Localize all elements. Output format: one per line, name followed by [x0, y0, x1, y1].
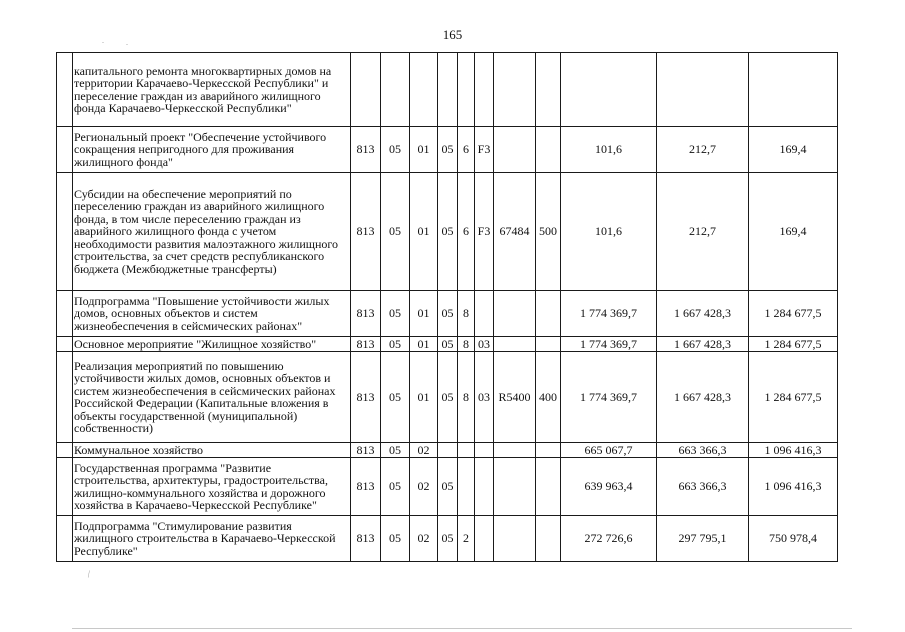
ministry-code: 813 [351, 291, 381, 337]
subsection-code: 01 [410, 173, 438, 291]
scan-edge-line [72, 628, 852, 629]
event-code: 03 [475, 337, 494, 352]
sum-year-1: 1 774 369,7 [561, 291, 657, 337]
sum-year-2: 1 667 428,3 [657, 352, 749, 443]
row-margin-cell [57, 291, 73, 337]
sum-year-2: 1 667 428,3 [657, 337, 749, 352]
row-name: Субсидии на обеспечение мероприятий по переселению граждан из аварийного жилищного фонда, в том числе переселению граждан из аварийного жилищного фонда с учетом необходимости развития малоэтажного жилищного строительства, за счет средств республиканского бюджета (Межбюджетные трансферты) [73, 173, 351, 291]
sum-year-2 [657, 53, 749, 127]
row-margin-cell [57, 443, 73, 458]
row-name: Подпрограмма "Повышение устойчивости жилых домов, основных объектов и систем жизнеобеспечения в сейсмических районах" [73, 291, 351, 337]
table-row [57, 443, 838, 458]
row-name: Государственная программа "Развитие строительства, архитектуры, градостроительства, жилищно-коммунального хозяйства и дорожного хозяйства в Карачаево-Черкесской Республике" [73, 458, 351, 516]
sum-year-3: 169,4 [749, 127, 838, 173]
program-code: 05 [438, 516, 458, 562]
subsection-code: 01 [410, 337, 438, 352]
sum-year-1: 101,6 [561, 127, 657, 173]
event-code: F3 [475, 127, 494, 173]
section-code: 05 [381, 337, 410, 352]
table-row [57, 352, 838, 443]
table-row [57, 516, 838, 562]
row-margin-cell [57, 53, 73, 127]
scan-mark: ⁄ [85, 569, 92, 579]
budget-table [56, 52, 838, 562]
subprogram-code: 8 [458, 337, 475, 352]
sum-year-3: 750 978,4 [749, 516, 838, 562]
subsection-code: 01 [410, 291, 438, 337]
ministry-code: 813 [351, 516, 381, 562]
subprogram-code [458, 53, 475, 127]
ministry-code: 813 [351, 127, 381, 173]
program-code: 05 [438, 352, 458, 443]
section-code: 05 [381, 458, 410, 516]
sum-year-1: 1 774 369,7 [561, 352, 657, 443]
row-margin-cell [57, 352, 73, 443]
direction-code [494, 53, 536, 127]
sum-year-2: 1 667 428,3 [657, 291, 749, 337]
subprogram-code: 8 [458, 291, 475, 337]
row-name: Подпрограмма "Стимулирование развития жилищного строительства в Карачаево-Черкесской Республике" [73, 516, 351, 562]
sum-year-3: 1 096 416,3 [749, 443, 838, 458]
ministry-code: 813 [351, 458, 381, 516]
row-margin-cell [57, 173, 73, 291]
event-code [475, 53, 494, 127]
expense-type-code: 500 [536, 173, 561, 291]
row-name: Основное мероприятие "Жилищное хозяйство" [73, 337, 351, 352]
table-row [57, 53, 838, 127]
direction-code: 67484 [494, 173, 536, 291]
program-code: 05 [438, 291, 458, 337]
event-code [475, 291, 494, 337]
sum-year-2: 663 366,3 [657, 443, 749, 458]
section-code [381, 53, 410, 127]
section-code: 05 [381, 443, 410, 458]
table-row [57, 173, 838, 291]
scan-speck: . [126, 38, 128, 47]
sum-year-2: 297 795,1 [657, 516, 749, 562]
ministry-code [351, 53, 381, 127]
section-code: 05 [381, 291, 410, 337]
section-code: 05 [381, 127, 410, 173]
direction-code: R5400 [494, 352, 536, 443]
program-code [438, 443, 458, 458]
table-row [57, 458, 838, 516]
ministry-code: 813 [351, 443, 381, 458]
event-code [475, 516, 494, 562]
sum-year-1: 639 963,4 [561, 458, 657, 516]
event-code: 03 [475, 352, 494, 443]
ministry-code: 813 [351, 337, 381, 352]
program-code [438, 53, 458, 127]
sum-year-1: 665 067,7 [561, 443, 657, 458]
sum-year-3: 1 096 416,3 [749, 458, 838, 516]
row-name: капитального ремонта многоквартирных домов на территории Карачаево-Черкесской Республики" и переселение граждан из аварийного жилищного фонда Карачаево-Черкесской Республики" [73, 53, 351, 127]
expense-type-code [536, 458, 561, 516]
direction-code [494, 337, 536, 352]
sum-year-1 [561, 53, 657, 127]
subprogram-code [458, 458, 475, 516]
expense-type-code: 400 [536, 352, 561, 443]
program-code: 05 [438, 337, 458, 352]
expense-type-code [536, 337, 561, 352]
table-row [57, 291, 838, 337]
event-code [475, 458, 494, 516]
expense-type-code [536, 443, 561, 458]
row-name: Коммунальное хозяйство [73, 443, 351, 458]
expense-type-code [536, 516, 561, 562]
sum-year-1: 272 726,6 [561, 516, 657, 562]
subsection-code [410, 53, 438, 127]
scan-speck: . [102, 36, 104, 45]
row-margin-cell [57, 127, 73, 173]
direction-code [494, 458, 536, 516]
subprogram-code: 8 [458, 352, 475, 443]
direction-code [494, 516, 536, 562]
sum-year-3: 1 284 677,5 [749, 352, 838, 443]
sum-year-2: 663 366,3 [657, 458, 749, 516]
table-row [57, 337, 838, 352]
sum-year-3: 169,4 [749, 173, 838, 291]
sum-year-1: 1 774 369,7 [561, 337, 657, 352]
row-name: Региональный проект "Обеспечение устойчивого сокращения непригодного для проживания жилищного фонда" [73, 127, 351, 173]
program-code: 05 [438, 173, 458, 291]
subprogram-code: 6 [458, 173, 475, 291]
event-code [475, 443, 494, 458]
subprogram-code: 6 [458, 127, 475, 173]
subsection-code: 02 [410, 516, 438, 562]
expense-type-code [536, 53, 561, 127]
subsection-code: 02 [410, 458, 438, 516]
expense-type-code [536, 291, 561, 337]
program-code: 05 [438, 127, 458, 173]
sum-year-3 [749, 53, 838, 127]
row-margin-cell [57, 458, 73, 516]
section-code: 05 [381, 173, 410, 291]
sum-year-3: 1 284 677,5 [749, 291, 838, 337]
row-name: Реализация мероприятий по повышению устойчивости жилых домов, основных объектов и систем жизнеобеспечения в сейсмических районах Российской Федерации (Капитальные вложения в объекты государственной (муниципальной) собственности) [73, 352, 351, 443]
subsection-code: 01 [410, 352, 438, 443]
row-margin-cell [57, 516, 73, 562]
event-code: F3 [475, 173, 494, 291]
direction-code [494, 443, 536, 458]
direction-code [494, 127, 536, 173]
sum-year-2: 212,7 [657, 127, 749, 173]
sum-year-1: 101,6 [561, 173, 657, 291]
ministry-code: 813 [351, 173, 381, 291]
subprogram-code [458, 443, 475, 458]
direction-code [494, 291, 536, 337]
section-code: 05 [381, 516, 410, 562]
subprogram-code: 2 [458, 516, 475, 562]
program-code: 05 [438, 458, 458, 516]
expense-type-code [536, 127, 561, 173]
sum-year-2: 212,7 [657, 173, 749, 291]
section-code: 05 [381, 352, 410, 443]
sum-year-3: 1 284 677,5 [749, 337, 838, 352]
ministry-code: 813 [351, 352, 381, 443]
subsection-code: 01 [410, 127, 438, 173]
row-margin-cell [57, 337, 73, 352]
subsection-code: 02 [410, 443, 438, 458]
page-number: 165 [442, 27, 463, 42]
table-row [57, 127, 838, 173]
